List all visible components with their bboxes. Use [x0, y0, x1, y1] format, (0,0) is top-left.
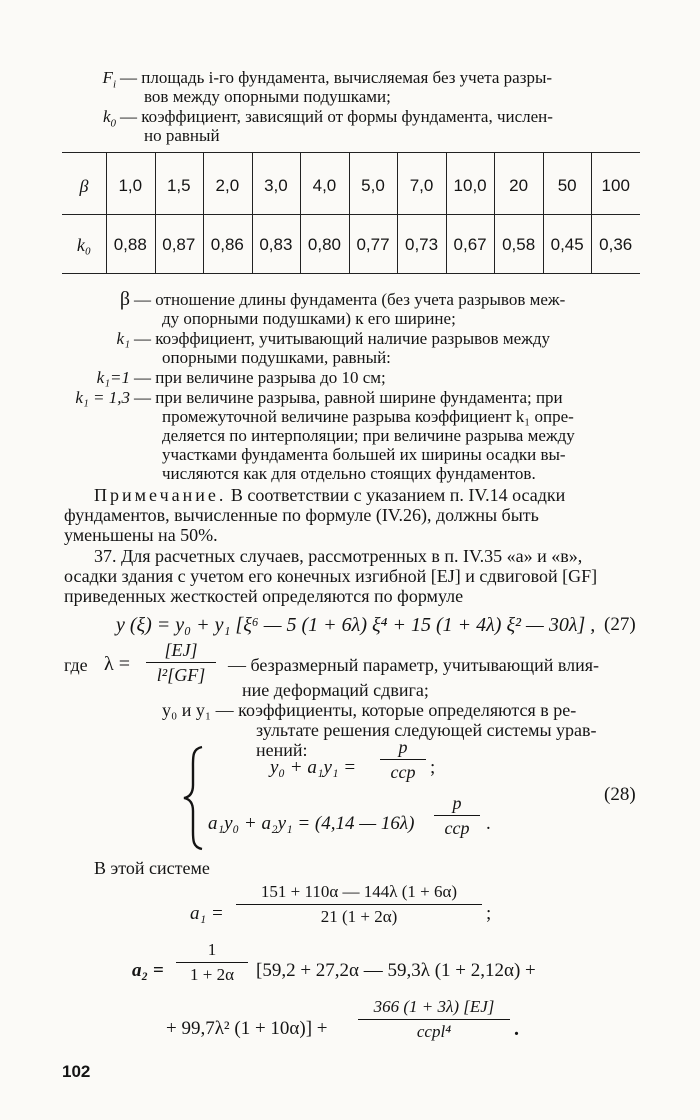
y-def-1: y₀ и y₁ — коэффициенты, которые определяются в ре- [162, 700, 577, 720]
system-eq1-den: cср [390, 762, 416, 782]
where-word: где [64, 655, 88, 675]
table-cell-beta: 10,0 [453, 176, 487, 195]
beta-k0-table [62, 152, 640, 274]
system-eq2-num: p [452, 793, 462, 813]
system-eq2-left: a₁y₀ + a₂y₁ = (4,14 — 16λ) [208, 813, 415, 834]
table-cell-k0: 0,83 [259, 235, 293, 254]
a2-tail: . [514, 1018, 519, 1040]
table-cell-beta: 2,0 [215, 176, 240, 195]
table-header-beta: β [79, 176, 89, 196]
def-k1-eq13-line3: деляется по интерполяции; при величине разрыва между [162, 426, 575, 445]
in-system-text: В этой системе [94, 858, 210, 878]
def-k1-eq1-label: k₁=1 [96, 368, 130, 387]
note-line2: фундаментов, вычисленные по формуле (IV.26), должны быть [64, 505, 539, 525]
lambda-desc-2: ние деформаций сдвига; [242, 680, 429, 700]
table-cell-beta: 100 [601, 176, 630, 195]
def-k0-line1: — коэффициент, зависящий от формы фундамента, числен- [120, 107, 553, 126]
table-header-k0: k₀ [76, 235, 92, 255]
lambda-desc-1: — безразмерный параметр, учитывающий влия- [228, 655, 600, 675]
table-cell-beta: 50 [557, 176, 577, 195]
y-def-3: нений: [256, 740, 308, 760]
a2-den: 1 + 2α [190, 965, 234, 984]
table-cell-k0: 0,73 [404, 235, 439, 254]
def-k1-label: k₁ [116, 329, 130, 348]
def-k0-label: k [102, 107, 111, 126]
system-number: (28) [604, 784, 636, 805]
a2-second-fraction [358, 997, 510, 1042]
table-cell-beta: 7,0 [409, 176, 434, 195]
a2-frac-den: cсрl⁴ [416, 1022, 452, 1041]
def-beta-label: β [119, 288, 130, 310]
a2-rest: [59,2 + 27,2α — 59,3λ (1 + 2,12α) + [256, 960, 536, 981]
note-line3: уменьшены на 50%. [64, 525, 218, 545]
lambda-eq: λ = [104, 653, 130, 675]
system-eq2-fraction [434, 793, 480, 838]
a1-num: 151 + 110α — 144λ (1 + 6α) [260, 882, 458, 901]
table-cell-k0: 0,87 [162, 235, 196, 254]
def-k0-line2: но равный [144, 126, 220, 145]
table-cell-beta: 3,0 [264, 176, 288, 195]
note-text-1: В соответствии с указанием п. IV.14 осадки [230, 485, 566, 505]
table-cell-k0: 0,58 [502, 235, 536, 254]
para37-line3: приведенных жесткостей определяются по формуле [64, 586, 464, 606]
table-cell-beta: 1,5 [166, 176, 191, 195]
a1-tail: ; [486, 903, 492, 924]
def-k1-line1: — коэффициент, учитывающий наличие разрывов между [134, 329, 551, 348]
def-k1-eq1-line1: — при величине разрыва до 10 см; [134, 368, 386, 387]
table-cell-k0: 0,77 [356, 235, 390, 254]
def-k1-eq13-line2: промежуточной величине разрыва коэффициент k₁ опре- [162, 407, 574, 426]
system-eq1-fraction [380, 737, 426, 782]
table-cell-k0: 0,86 [210, 235, 244, 254]
note-line1 [94, 485, 565, 505]
para37-line1: 37. Для расчетных случаев, рассмотренных в п. IV.35 «а» и «в», [94, 546, 583, 566]
def-k1-eq13-line5: числяются как для отдельно стоящих фундаментов. [162, 464, 536, 483]
a1-fraction [236, 882, 482, 927]
table-cell-beta: 20 [509, 176, 529, 195]
def-k1-eq13-line4: участками фундамента большей их ширины осадки вы- [162, 445, 566, 464]
a1-den: 21 (1 + 2α) [320, 907, 398, 926]
def-fi-label: F [102, 68, 113, 87]
table-cell-k0: 0,88 [113, 235, 147, 254]
system-eq1-num: p [398, 737, 408, 757]
def-k1-eq13-line1: — при величине разрыва, равной ширине фундамента; при [134, 388, 563, 407]
page-number: 102 [62, 1062, 91, 1081]
system-eq2-den: cср [444, 818, 470, 838]
y-def-2: зультате решения следующей системы урав- [256, 720, 597, 740]
para37-line2: осадки здания с учетом его конечных изгибной [EJ] и сдвиговой [GF] [64, 566, 598, 586]
def-fi-sub: i [112, 78, 116, 91]
system-eq2-tail: . [486, 813, 491, 834]
system-brace [180, 745, 210, 851]
table-cell-beta: 5,0 [361, 176, 385, 195]
table-cell-k0: 0,45 [550, 235, 584, 254]
table-cell-beta: 4,0 [312, 176, 337, 195]
a2-num: 1 [207, 940, 217, 959]
a2-lhs: a₂ = [132, 960, 164, 981]
def-k1-line2: опорными подушками, равный: [162, 348, 391, 367]
table-cell-k0: 0,36 [599, 235, 633, 254]
system-eq1-left: y₀ + a₁y₁ = [270, 757, 357, 778]
equation-27: y (ξ) = y₀ + y₁ [ξ⁶ — 5 (1 + 6λ) ξ⁴ + 15 (1 + 4λ) ξ² — 30λ] , [116, 614, 596, 636]
system-eq1-tail: ; [430, 757, 436, 778]
a2-line2: + 99,7λ² (1 + 10α)] + [166, 1018, 328, 1039]
def-beta-line2: ду опорными подушками) к его ширине; [162, 309, 456, 328]
table-cell-k0: 0,67 [453, 235, 487, 254]
def-beta-line1: — отношение длины фундамента (без учета разрывов меж- [134, 290, 566, 309]
def-fi-line1: — площадь i-го фундамента, вычисляемая без учета разры- [120, 68, 553, 87]
table-cell-beta: 1,0 [118, 176, 143, 195]
a2-frac-num: 366 (1 + 3λ) [EJ] [373, 997, 495, 1016]
equation-27-number: (27) [604, 614, 636, 635]
lambda-num: [EJ] [164, 640, 198, 660]
a2-fraction [176, 940, 248, 985]
a1-lhs: a₁ = [190, 903, 224, 924]
lambda-fraction [146, 640, 216, 685]
def-fi-line2: вов между опорными подушками; [144, 87, 391, 106]
table-cell-k0: 0,80 [307, 235, 341, 254]
note-head: Примечание. [94, 485, 227, 505]
def-k0-sub: 0 [110, 117, 116, 130]
def-k1-eq13-label: k₁ = 1,3 [75, 388, 130, 407]
lambda-den: l²[GF] [156, 665, 206, 685]
